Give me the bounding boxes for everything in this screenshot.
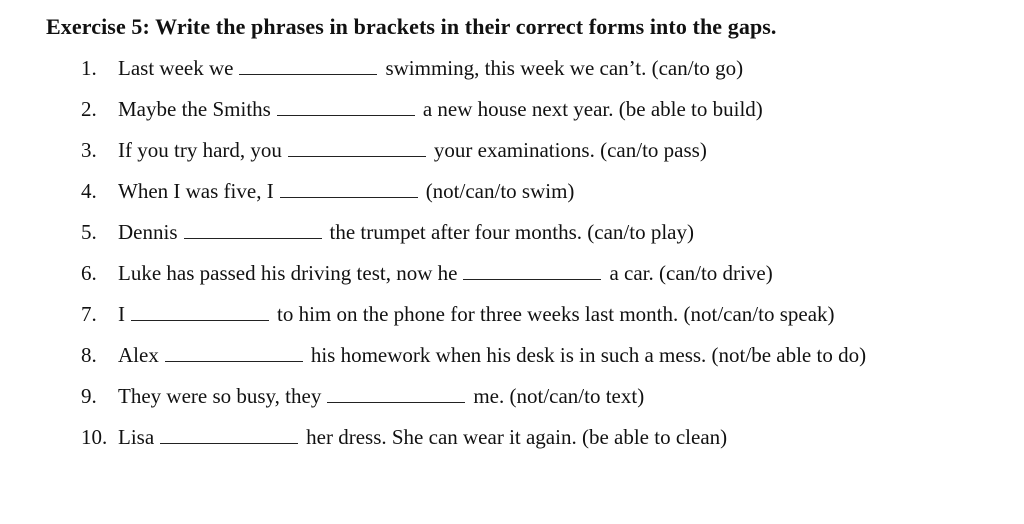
item-number: 4. bbox=[81, 179, 97, 203]
item-sentence bbox=[118, 179, 574, 204]
exercise-item-1 bbox=[0, 56, 1024, 88]
item-sentence bbox=[118, 302, 835, 327]
item-sentence bbox=[118, 138, 707, 163]
sentence-after-gap: a new house next year. (be able to build) bbox=[422, 97, 763, 121]
sentence-before-gap: Luke has passed his driving test, now he bbox=[118, 261, 458, 285]
sentence-after-gap: a car. (can/to drive) bbox=[609, 261, 773, 285]
sentence-before-gap: Maybe the Smiths bbox=[118, 97, 271, 121]
item-number: 10. bbox=[81, 425, 108, 449]
sentence-before-gap: When I was five, I bbox=[118, 179, 274, 203]
item-sentence bbox=[118, 425, 727, 450]
sentence-after-gap: swimming, this week we can’t. (can/to go) bbox=[385, 56, 744, 80]
exercise-item-6 bbox=[0, 261, 1024, 293]
answer-gap[interactable] bbox=[277, 97, 415, 116]
sentence-after-gap: (not/can/to swim) bbox=[425, 179, 575, 203]
item-number: 2. bbox=[81, 97, 97, 121]
exercise-item-3 bbox=[0, 138, 1024, 170]
answer-gap[interactable] bbox=[280, 179, 418, 198]
item-number: 1. bbox=[81, 56, 97, 80]
exercise-item-2 bbox=[0, 97, 1024, 129]
sentence-before-gap: Lisa bbox=[118, 425, 155, 449]
answer-gap[interactable] bbox=[184, 220, 322, 239]
answer-gap[interactable] bbox=[327, 384, 465, 403]
item-number: 5. bbox=[81, 220, 97, 244]
sentence-before-gap: If you try hard, you bbox=[118, 138, 282, 162]
sentence-after-gap: the trumpet after four months. (can/to play) bbox=[329, 220, 694, 244]
item-sentence bbox=[118, 343, 866, 368]
answer-gap[interactable] bbox=[239, 56, 377, 75]
sentence-after-gap: me. (not/can/to text) bbox=[473, 384, 645, 408]
exercise-item-9 bbox=[0, 384, 1024, 416]
answer-gap[interactable] bbox=[131, 302, 269, 321]
sentence-after-gap: your examinations. (can/to pass) bbox=[433, 138, 707, 162]
answer-gap[interactable] bbox=[165, 343, 303, 362]
exercise-item-10 bbox=[0, 425, 1024, 457]
item-sentence bbox=[118, 220, 694, 245]
item-sentence bbox=[118, 97, 763, 122]
item-sentence bbox=[118, 384, 644, 409]
item-number: 3. bbox=[81, 138, 97, 162]
item-number: 8. bbox=[81, 343, 97, 367]
item-number: 6. bbox=[81, 261, 97, 285]
sentence-before-gap: I bbox=[118, 302, 125, 326]
exercise-title: Exercise 5: Write the phrases in brackets in their correct forms into the gaps. bbox=[46, 14, 777, 39]
exercise-item-7 bbox=[0, 302, 1024, 334]
item-sentence bbox=[118, 261, 773, 286]
item-number: 7. bbox=[81, 302, 97, 326]
exercise-item-4 bbox=[0, 179, 1024, 211]
sentence-after-gap: his homework when his desk is in such a mess. (not/be able to do) bbox=[310, 343, 867, 367]
sentence-before-gap: Last week we bbox=[118, 56, 234, 80]
answer-gap[interactable] bbox=[463, 261, 601, 280]
answer-gap[interactable] bbox=[288, 138, 426, 157]
exercise-item-5 bbox=[0, 220, 1024, 252]
sentence-after-gap: to him on the phone for three weeks last month. (not/can/to speak) bbox=[277, 302, 835, 326]
item-number: 9. bbox=[81, 384, 97, 408]
sentence-before-gap: They were so busy, they bbox=[118, 384, 322, 408]
exercise-item-8 bbox=[0, 343, 1024, 375]
item-sentence bbox=[118, 56, 743, 81]
sentence-after-gap: her dress. She can wear it again. (be able to clean) bbox=[306, 425, 728, 449]
sentence-before-gap: Dennis bbox=[118, 220, 178, 244]
sentence-before-gap: Alex bbox=[118, 343, 159, 367]
answer-gap[interactable] bbox=[160, 425, 298, 444]
